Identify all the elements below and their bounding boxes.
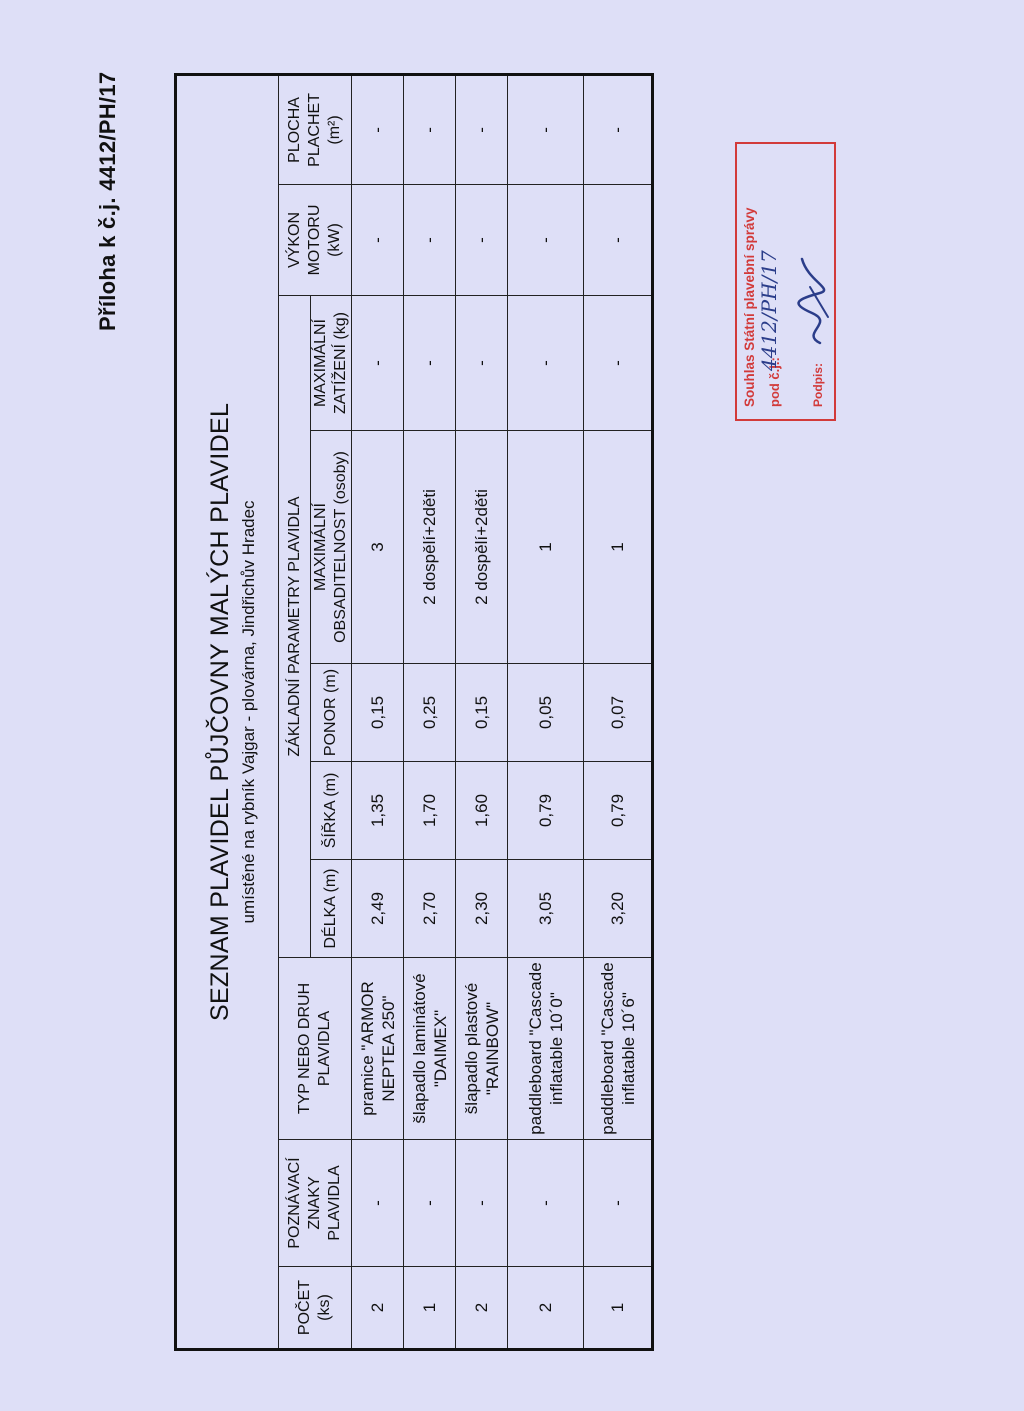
header-plocha: PLOCHA PLACHET (m²) (279, 74, 352, 184)
cell-ponor: 0,15 (456, 664, 508, 762)
cell-ponor: 0,05 (508, 664, 584, 762)
header-pocet: POČET (ks) (279, 1267, 352, 1350)
table-row (404, 74, 456, 1349)
page-title: SEZNAM PLAVIDEL PŮJČOVNY MALÝCH PLAVIDEL (205, 402, 234, 1022)
header-vykon: VÝKON MOTORU (kW) (279, 185, 352, 296)
cell-typ: šlapadlo plastové "RAINBOW" (456, 958, 508, 1140)
header-zatizeni: MAXIMÁLNÍ ZATÍŽENÍ (kg) (311, 296, 352, 431)
title-cell (176, 74, 279, 1349)
cell-delka: 2,70 (404, 860, 456, 958)
cell-znaky: - (584, 1140, 653, 1267)
cell-sirka: 0,79 (508, 762, 584, 860)
cell-typ: paddleboard "Cascade inflatable 10´6" (584, 958, 653, 1140)
cell-typ: šlapadlo laminátové "DAIMEX" (404, 958, 456, 1140)
cell-zatizeni: - (404, 296, 456, 431)
cell-sirka: 1,70 (404, 762, 456, 860)
cell-znaky: - (456, 1140, 508, 1267)
stamp-title: Souhlas Státní plavební správy (742, 207, 757, 407)
signature-icon (790, 241, 840, 351)
cell-vykon: - (456, 185, 508, 296)
cell-sirka: 0,79 (584, 762, 653, 860)
vessel-table (174, 73, 654, 1351)
cell-typ: paddleboard "Cascade inflatable 10´0" (508, 958, 584, 1140)
cell-sirka: 1,35 (352, 762, 404, 860)
cell-obsaditelnost: 2 dospělí+2děti (456, 431, 508, 664)
cell-typ: pramice "ARMOR NEPTEA 250" (352, 958, 404, 1140)
cell-plocha: - (352, 74, 404, 184)
table-row (584, 74, 653, 1349)
header-obsaditelnost: MAXIMÁLNÍ OBSADITELNOST (osoby) (311, 431, 352, 664)
cell-pocet: 1 (404, 1267, 456, 1350)
cell-vykon: - (584, 185, 653, 296)
header-typ: TYP NEBO DRUH PLAVIDLA (279, 958, 352, 1140)
attachment-reference: Příloha k č.j. 4412/PH/17 (95, 71, 120, 331)
cell-znaky: - (508, 1140, 584, 1267)
cell-delka: 2,49 (352, 860, 404, 958)
header-delka: DÉLKA (m) (311, 860, 352, 958)
cell-pocet: 2 (456, 1267, 508, 1350)
cell-pocet: 1 (584, 1267, 653, 1350)
header-group-parameters: ZÁKLADNÍ PARAMETRY PLAVIDLA (279, 296, 311, 958)
table-row (456, 74, 508, 1349)
stamp-sign-label: Podpis: (811, 363, 825, 407)
cell-obsaditelnost: 1 (508, 431, 584, 664)
cell-zatizeni: - (584, 296, 653, 431)
cell-obsaditelnost: 1 (584, 431, 653, 664)
handwritten-ref: 4412/PH/17 (757, 250, 781, 371)
table-row (508, 74, 584, 1349)
cell-pocet: 2 (508, 1267, 584, 1350)
cell-sirka: 1,60 (456, 762, 508, 860)
cell-plocha: - (456, 74, 508, 184)
cell-plocha: - (404, 74, 456, 184)
cell-zatizeni: - (508, 296, 584, 431)
header-ponor: PONOR (m) (311, 664, 352, 762)
cell-znaky: - (352, 1140, 404, 1267)
cell-vykon: - (404, 185, 456, 296)
cell-delka: 3,20 (584, 860, 653, 958)
table-row (352, 74, 404, 1349)
cell-ponor: 0,15 (352, 664, 404, 762)
header-sirka: ŠÍŘKA (m) (311, 762, 352, 860)
cell-obsaditelnost: 3 (352, 431, 404, 664)
cell-delka: 2,30 (456, 860, 508, 958)
page-subtitle: umístěné na rybník Vajgar - plovárna, Jindřichův Hradec (238, 500, 258, 924)
cell-ponor: 0,07 (584, 664, 653, 762)
cell-znaky: - (404, 1140, 456, 1267)
cell-obsaditelnost: 2 dospělí+2děti (404, 431, 456, 664)
stamp-ref-label: pod č.j.: (767, 357, 782, 407)
header-znaky: POZNÁVACÍ ZNAKY PLAVIDLA (279, 1140, 352, 1267)
cell-delka: 3,05 (508, 860, 584, 958)
cell-ponor: 0,25 (404, 664, 456, 762)
cell-vykon: - (508, 185, 584, 296)
cell-zatizeni: - (352, 296, 404, 431)
cell-zatizeni: - (456, 296, 508, 431)
cell-pocet: 2 (352, 1267, 404, 1350)
cell-vykon: - (352, 185, 404, 296)
cell-plocha: - (584, 74, 653, 184)
cell-plocha: - (508, 74, 584, 184)
